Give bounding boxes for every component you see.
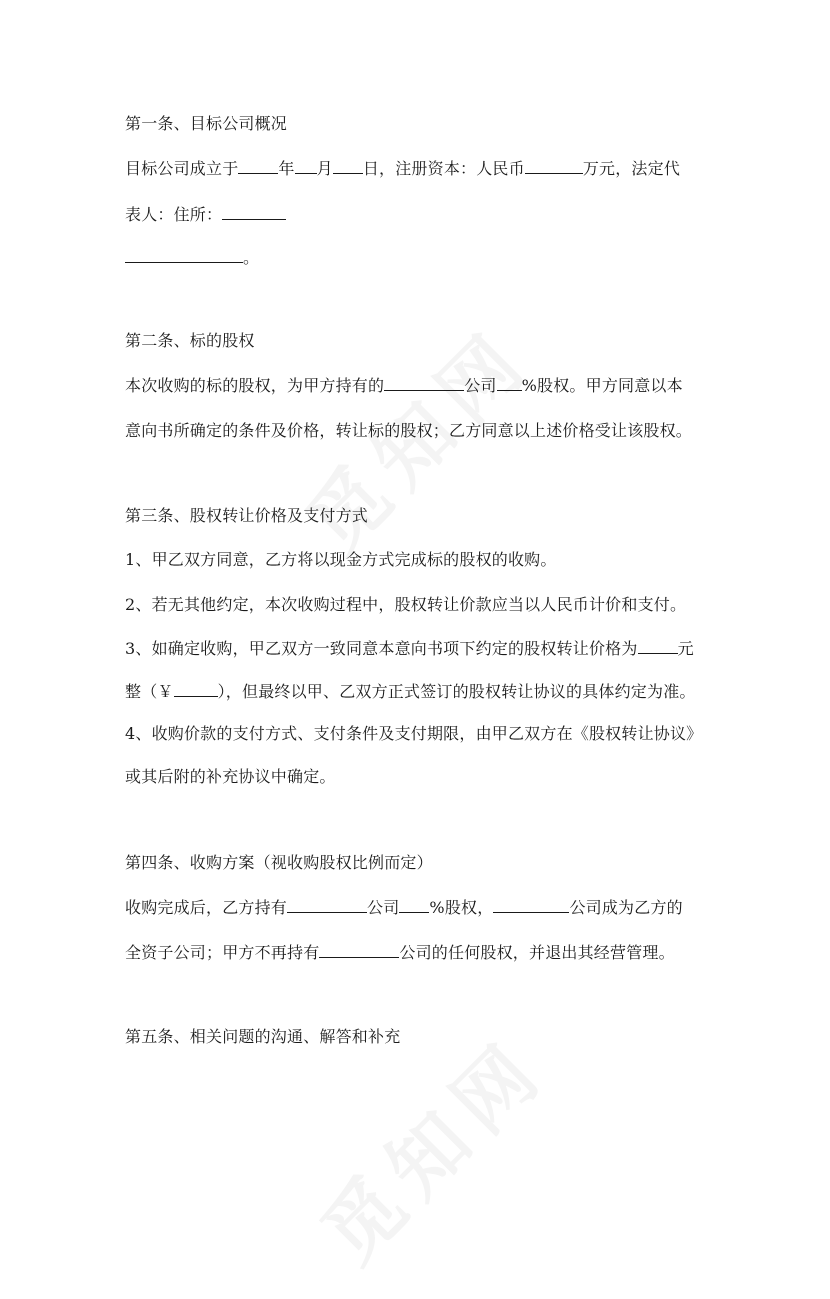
section-1-heading: 第一条、目标公司概况	[125, 114, 288, 133]
blank-price-yuan	[174, 679, 218, 697]
blank-year	[238, 156, 278, 174]
section-2-line-2: 意向书所确定的条件及价格，转让标的股权；乙方同意以上述价格受让该股权。	[125, 421, 693, 440]
section-3-item-3: 3、如确定收购，甲乙双方一致同意本意向书项下约定的股权转让价格为 元	[125, 636, 694, 661]
blank-percent	[497, 373, 522, 391]
section-3-item-2: 2、若无其他约定，本次收购过程中，股权转让价款应当以人民币计价和支付。	[125, 595, 687, 614]
blank-company	[319, 940, 399, 958]
section-3-item-1: 1、甲乙双方同意，乙方将以现金方式完成标的股权的收购。	[125, 550, 557, 569]
blank-company	[493, 895, 569, 913]
blank-company	[287, 895, 367, 913]
section-2-line-1: 本次收购的标的股权，为甲方持有的 公司 %股权。甲方同意以本	[125, 373, 683, 398]
blank-month	[295, 156, 317, 174]
blank-address-cont	[125, 245, 243, 263]
section-3-item-4-cont: 或其后附的补充协议中确定。	[125, 767, 336, 786]
blank-percent	[399, 895, 429, 913]
blank-capital	[525, 156, 583, 174]
blank-address	[222, 202, 286, 220]
blank-price	[638, 636, 678, 654]
section-3-item-4: 4、收购价款的支付方式、支付条件及支付期限，由甲乙双方在《股权转让协议》	[125, 724, 703, 743]
section-2-heading: 第二条、标的股权	[125, 331, 255, 350]
section-3-item-3-cont: 整（￥ ），但最终以甲、乙双方正式签订的股权转让协议的具体约定为准。	[125, 679, 696, 704]
section-4-heading: 第四条、收购方案（视收购股权比例而定）	[125, 853, 433, 872]
section-3-heading: 第三条、股权转让价格及支付方式	[125, 506, 369, 525]
blank-day	[333, 156, 363, 174]
section-4-line-1: 收购完成后，乙方持有 公司 %股权， 公司成为乙方的	[125, 895, 683, 920]
section-1-line-2: 表人：住所：	[125, 202, 286, 227]
section-1-line-3: 。	[125, 245, 259, 270]
section-1-line-1: 目标公司成立于 年 月 日，注册资本：人民币 万元，法定代	[125, 156, 680, 181]
blank-company	[384, 373, 464, 391]
section-5-heading: 第五条、相关问题的沟通、解答和补充	[125, 1027, 401, 1046]
section-4-line-2: 全资子公司；甲方不再持有 公司的任何股权，并退出其经营管理。	[125, 940, 675, 965]
